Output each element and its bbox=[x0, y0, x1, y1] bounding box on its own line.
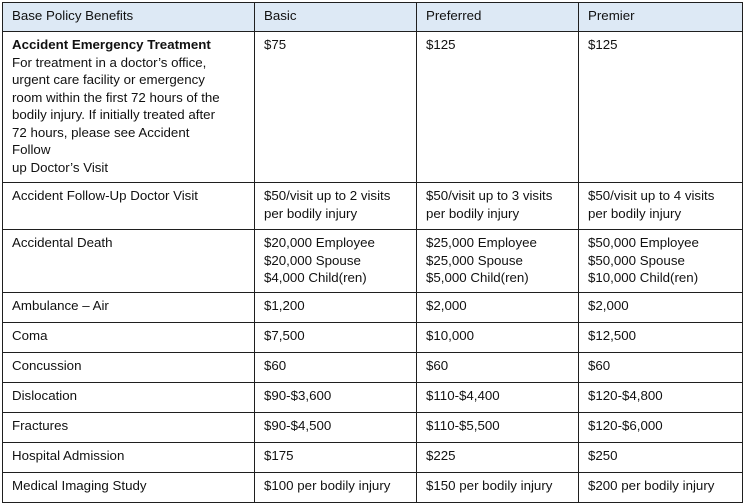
benefits-table bbox=[2, 2, 743, 503]
benefit-cell: Coma bbox=[3, 323, 255, 353]
preferred-cell: $2,000 bbox=[417, 293, 579, 323]
basic-cell: $60 bbox=[255, 353, 417, 383]
benefit-cell bbox=[3, 32, 255, 183]
benefit-cell: Medical Imaging Study bbox=[3, 473, 255, 503]
header-preferred: Preferred bbox=[417, 3, 579, 32]
benefit-cell: Accident Follow-Up Doctor Visit bbox=[3, 183, 255, 230]
header-premier: Premier bbox=[579, 3, 743, 32]
basic-cell: $50/visit up to 2 visits per bodily injury bbox=[255, 183, 417, 230]
benefit-cell: Hospital Admission bbox=[3, 443, 255, 473]
preferred-cell: $125 bbox=[417, 32, 579, 183]
premier-cell: $120-$4,800 bbox=[579, 383, 743, 413]
basic-cell: $90-$3,600 bbox=[255, 383, 417, 413]
premier-cell: $2,000 bbox=[579, 293, 743, 323]
basic-cell: $100 per bodily injury bbox=[255, 473, 417, 503]
premier-cell: $200 per bodily injury bbox=[579, 473, 743, 503]
benefit-cell: Concussion bbox=[3, 353, 255, 383]
benefit-cell: Ambulance – Air bbox=[3, 293, 255, 323]
preferred-cell: $25,000 Employee $25,000 Spouse $5,000 Child(ren) bbox=[417, 230, 579, 293]
basic-cell: $7,500 bbox=[255, 323, 417, 353]
premier-cell: $120-$6,000 bbox=[579, 413, 743, 443]
header-basic: Basic bbox=[255, 3, 417, 32]
table-row bbox=[3, 183, 743, 230]
preferred-cell: $60 bbox=[417, 353, 579, 383]
table-row bbox=[3, 293, 743, 323]
basic-cell: $1,200 bbox=[255, 293, 417, 323]
header-benefit: Base Policy Benefits bbox=[3, 3, 255, 32]
preferred-cell: $50/visit up to 3 visits per bodily injury bbox=[417, 183, 579, 230]
benefit-cell: Accidental Death bbox=[3, 230, 255, 293]
table-row bbox=[3, 473, 743, 503]
premier-cell: $50,000 Employee $50,000 Spouse $10,000 Child(ren) bbox=[579, 230, 743, 293]
benefit-cell: Fractures bbox=[3, 413, 255, 443]
preferred-cell: $225 bbox=[417, 443, 579, 473]
benefit-title: Accident Emergency Treatment bbox=[12, 37, 211, 52]
table-row bbox=[3, 413, 743, 443]
preferred-cell: $110-$4,400 bbox=[417, 383, 579, 413]
preferred-cell: $110-$5,500 bbox=[417, 413, 579, 443]
benefit-cell: Dislocation bbox=[3, 383, 255, 413]
basic-cell: $20,000 Employee $20,000 Spouse $4,000 Child(ren) bbox=[255, 230, 417, 293]
header-row bbox=[3, 3, 743, 32]
benefit-detail: For treatment in a doctor’s office, urgent care facility or emergency room within the first 72 hours of the bodily injury. If initially treated after 72 hours, please see Accident Follow up Doctor’s Visit bbox=[12, 54, 220, 175]
preferred-cell: $150 per bodily injury bbox=[417, 473, 579, 503]
table-row bbox=[3, 32, 743, 183]
basic-cell: $75 bbox=[255, 32, 417, 183]
premier-cell: $12,500 bbox=[579, 323, 743, 353]
basic-cell: $175 bbox=[255, 443, 417, 473]
premier-cell: $60 bbox=[579, 353, 743, 383]
basic-cell: $90-$4,500 bbox=[255, 413, 417, 443]
preferred-cell: $10,000 bbox=[417, 323, 579, 353]
premier-cell: $50/visit up to 4 visits per bodily injury bbox=[579, 183, 743, 230]
table-row bbox=[3, 230, 743, 293]
table-row bbox=[3, 353, 743, 383]
premier-cell: $250 bbox=[579, 443, 743, 473]
table-row bbox=[3, 383, 743, 413]
table-row bbox=[3, 443, 743, 473]
table-row bbox=[3, 323, 743, 353]
premier-cell: $125 bbox=[579, 32, 743, 183]
